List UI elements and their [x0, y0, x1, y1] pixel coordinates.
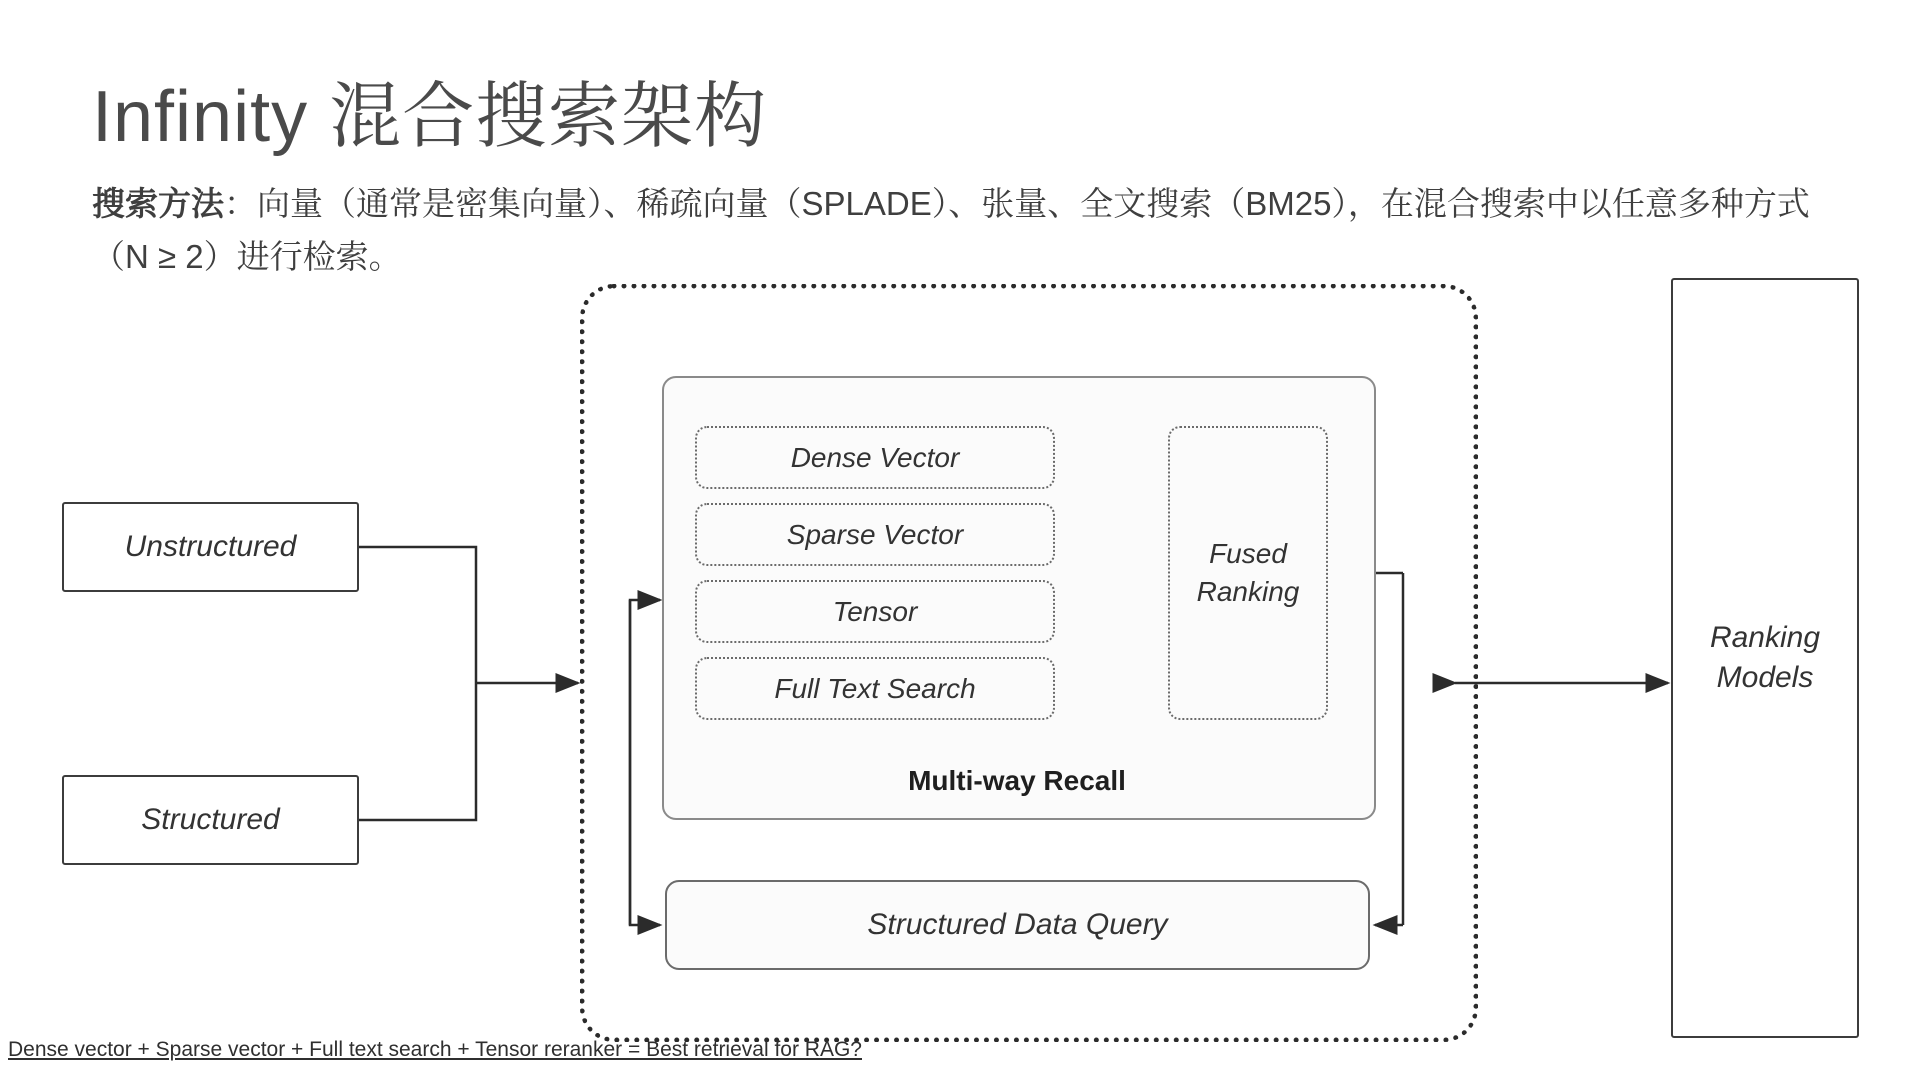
- node-dense-vector[interactable]: Dense Vector: [695, 426, 1055, 489]
- fused-ranking-line1: Fused: [1209, 538, 1287, 570]
- node-fused-ranking[interactable]: [1168, 426, 1328, 720]
- subtitle-lead: 搜索方法: [92, 185, 224, 222]
- ranking-models-line2: Models: [1716, 661, 1814, 694]
- page-title: Infinity 混合搜索架构: [92, 77, 768, 157]
- footer-caption[interactable]: Dense vector + Sparse vector + Full text search + Tensor reranker = Best retrieval for RAG?: [8, 1038, 862, 1061]
- node-sparse-vector[interactable]: Sparse Vector: [695, 503, 1055, 566]
- node-structured[interactable]: Structured: [62, 775, 359, 865]
- node-structured-data-query[interactable]: Structured Data Query: [665, 880, 1370, 970]
- subtitle-rest: ：向量（通常是密集向量）、稀疏向量（SPLADE）、张量、全文搜索（BM25），在混合搜索中以任意多种方式（N ≥ 2）进行检索。: [92, 185, 1810, 275]
- architecture-diagram: [0, 300, 1920, 1060]
- multi-way-recall-label: Multi-way Recall: [908, 765, 1126, 796]
- page-subtitle: [92, 178, 1852, 284]
- node-unstructured[interactable]: Unstructured: [62, 502, 359, 592]
- node-full-text-search[interactable]: Full Text Search: [695, 657, 1055, 720]
- node-ranking-models[interactable]: [1671, 278, 1859, 1038]
- ranking-models-line1: Ranking: [1709, 620, 1821, 654]
- fused-ranking-line2: Ranking: [1196, 576, 1300, 607]
- node-tensor[interactable]: Tensor: [695, 580, 1055, 643]
